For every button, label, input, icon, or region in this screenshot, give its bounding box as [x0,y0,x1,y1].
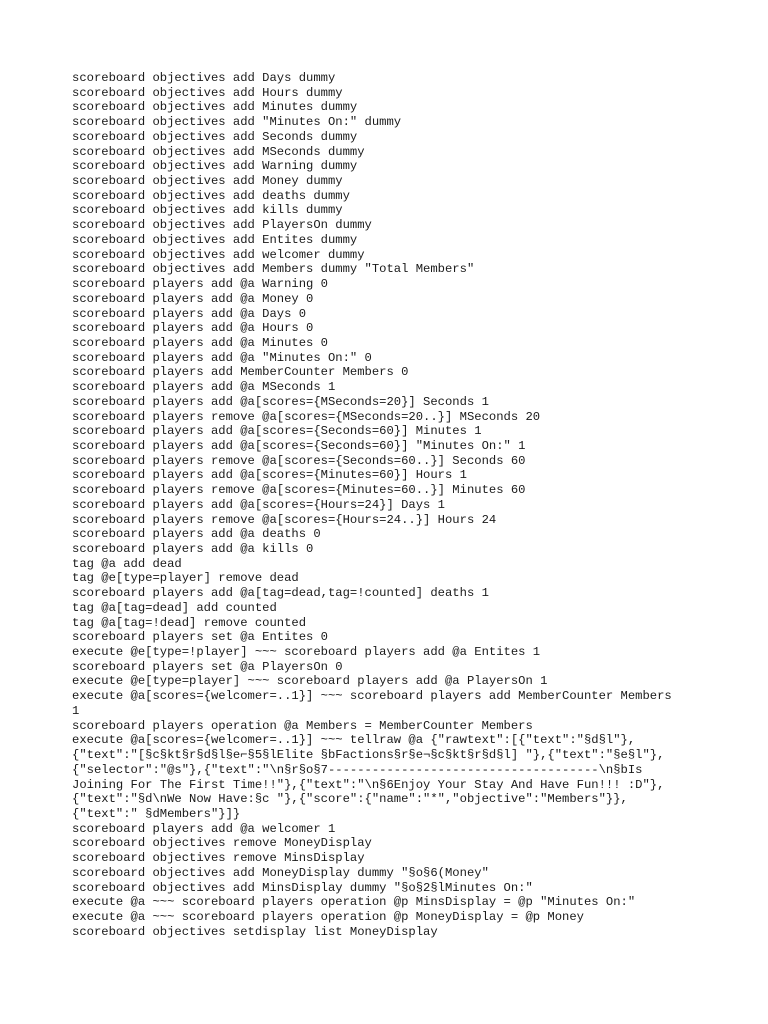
command-line: {"text":"§d\nWe Now Have:§c "},{"score":{"name":"*","objective":"Members"}}, [72,792,628,807]
command-listing [72,71,696,939]
command-line: scoreboard objectives add deaths dummy [72,188,350,203]
command-line: scoreboard players add @a Money 0 [72,291,314,306]
command-line: tag @e[type=player] remove dead [72,571,299,586]
command-line: scoreboard objectives add MinsDisplay dummy "§o§2§lMinutes On:" [72,880,533,895]
command-line: scoreboard players add @a MSeconds 1 [72,380,336,395]
command-line: scoreboard players add @a[scores={Seconds=60}] Minutes 1 [72,424,482,439]
command-line: scoreboard players remove @a[scores={Seconds=60..}] Seconds 60 [72,453,526,468]
command-line: scoreboard objectives add Members dummy "Total Members" [72,262,475,277]
command-line: scoreboard players operation @a Members = MemberCounter Members [72,718,533,733]
command-line: execute @e[type=player] ~~~ scoreboard players add @a PlayersOn 1 [72,674,548,689]
command-line: execute @a ~~~ scoreboard players operation @p MinsDisplay = @p "Minutes On:" [72,895,636,910]
command-line: tag @a[tag=!dead] remove counted [72,615,307,630]
command-line: scoreboard players add @a[scores={Seconds=60}] "Minutes On:" 1 [72,438,526,453]
command-line: scoreboard objectives add Seconds dummy [72,129,358,144]
command-line: scoreboard players add @a Minutes 0 [72,335,328,350]
command-line: scoreboard players add @a Days 0 [72,306,307,321]
command-line: execute @a[scores={welcomer=..1}] ~~~ tellraw @a {"rawtext":[{"text":"§d§l"}, [72,733,636,748]
command-line: tag @a add dead [72,556,182,571]
command-line: execute @a[scores={welcomer=..1}] ~~~ scoreboard players add MemberCounter Members [72,689,672,704]
command-line: execute @a ~~~ scoreboard players operation @p MoneyDisplay = @p Money [72,909,584,924]
command-line: {"selector":"@s"},{"text":"\n§r§o§7-------------------------------------\n§bIs [72,762,643,777]
command-line: {"text":" §dMembers"}]} [72,806,241,821]
command-line: scoreboard objectives add kills dummy [72,203,343,218]
command-line: scoreboard objectives add Minutes dummy [72,100,358,115]
command-line: scoreboard players add @a Warning 0 [72,277,328,292]
command-line: scoreboard players add @a[scores={Minutes=60}] Hours 1 [72,468,467,483]
command-line: {"text":"[§c§kt§r§d§l§e⌐§5§lElite §bFactions§r§e¬§c§kt§r§d§l] "},{"text":"§e§l"}, [72,748,665,763]
command-line: scoreboard objectives add MSeconds dummy [72,144,365,159]
command-line: scoreboard players set @a Entites 0 [72,630,328,645]
command-line: scoreboard players add @a deaths 0 [72,527,321,542]
command-line: scoreboard players add @a[tag=dead,tag=!counted] deaths 1 [72,586,489,601]
command-line: scoreboard players add @a welcomer 1 [72,821,336,836]
command-line: scoreboard objectives add Entites dummy [72,232,358,247]
command-line: scoreboard objectives add MoneyDisplay dummy "§o§6(Money" [72,865,489,880]
command-line: execute @e[type=!player] ~~~ scoreboard players add @a Entites 1 [72,645,541,660]
command-line: scoreboard players add @a kills 0 [72,542,314,556]
command-line: scoreboard objectives setdisplay list MoneyDisplay [72,924,438,939]
command-line: scoreboard players set @a PlayersOn 0 [72,659,343,674]
command-line: scoreboard players add @a[scores={MSeconds=20}] Seconds 1 [72,394,489,409]
command-line: tag @a[tag=dead] add counted [72,600,277,615]
command-line: scoreboard objectives add Warning dummy [72,159,358,174]
command-line: scoreboard objectives add Hours dummy [72,85,343,100]
command-line: scoreboard objectives remove MoneyDisplay [72,836,372,851]
command-line: scoreboard players remove @a[scores={Minutes=60..}] Minutes 60 [72,483,526,498]
command-line: scoreboard players remove @a[scores={MSeconds=20..}] MSeconds 20 [72,409,541,424]
command-line: scoreboard objectives add Money dummy [72,174,343,189]
command-line: scoreboard objectives add "Minutes On:" dummy [72,115,402,130]
command-line: scoreboard players add MemberCounter Members 0 [72,365,409,380]
command-line: scoreboard objectives add PlayersOn dummy [72,218,372,233]
command-line: scoreboard players add @a "Minutes On:" 0 [72,350,372,365]
command-line: 1 [72,703,80,718]
command-line: scoreboard objectives add welcomer dummy [72,247,365,262]
command-line: scoreboard players add @a[scores={Hours=24}] Days 1 [72,497,445,512]
command-line: Joining For The First Time!!"},{"text":"\n§6Enjoy Your Stay And Have Fun!!! :D"}, [72,777,665,792]
command-line: scoreboard players add @a Hours 0 [72,321,314,336]
command-line: scoreboard objectives add Days dummy [72,71,336,85]
command-line: scoreboard objectives remove MinsDisplay [72,851,365,866]
command-line: scoreboard players remove @a[scores={Hours=24..}] Hours 24 [72,512,497,527]
